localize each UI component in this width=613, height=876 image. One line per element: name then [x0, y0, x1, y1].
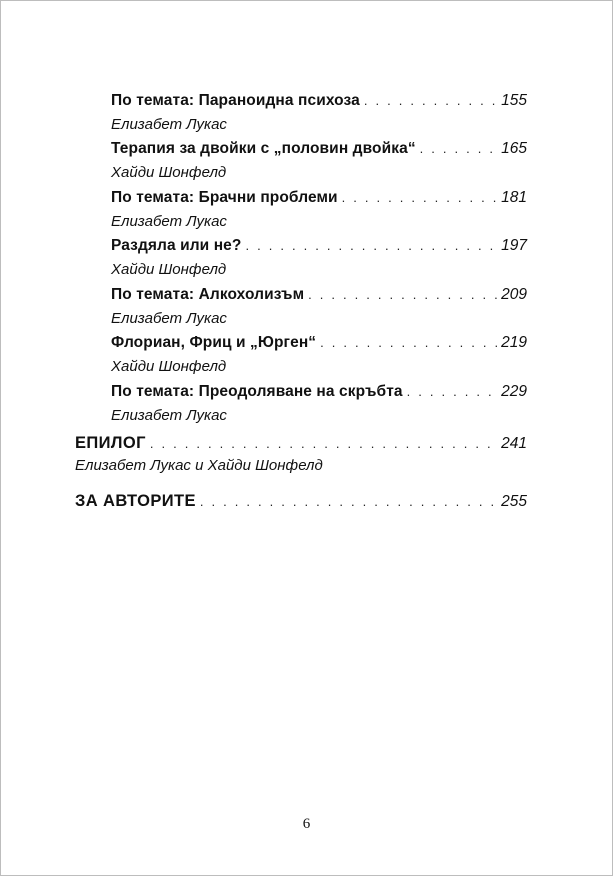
toc-entry-page: 255: [501, 493, 527, 510]
toc-entry-title: По темата: Преодоляване на скръбта: [111, 383, 403, 400]
toc-entry-line: [75, 433, 527, 454]
toc-entry: [111, 91, 527, 135]
toc-entry-title: ЗА АВТОРИТЕ: [75, 492, 196, 510]
toc-entry-title: Флориан, Фриц и „Юрген“: [111, 334, 317, 351]
toc-entry-author: Хайди Шонфелд: [111, 358, 227, 375]
toc-entry-page: 181: [501, 189, 527, 206]
leader-dots: [150, 434, 497, 454]
leader-dots: [245, 236, 497, 256]
toc-entry-page: 219: [501, 334, 527, 351]
leader-dots: [420, 139, 497, 159]
leader-dots: [342, 188, 497, 208]
toc-entry-line: [111, 236, 527, 256]
toc-epilogue-entry: [75, 433, 527, 476]
toc-entry-page: 165: [501, 140, 527, 157]
page-number: 6: [302, 816, 311, 832]
toc-entry: [111, 285, 527, 329]
toc-entry-page: 197: [501, 237, 527, 254]
toc-entry-line: [111, 188, 527, 208]
leader-dots: [407, 382, 497, 402]
toc-entry-author: Хайди Шонфелд: [111, 261, 227, 278]
toc-entry: [111, 333, 527, 377]
leader-dots: [200, 492, 497, 512]
toc-entry-line: [111, 333, 527, 353]
toc-entry-author: Елизабет Лукас: [111, 116, 227, 133]
toc-entry: [111, 382, 527, 426]
toc-entry-title: По темата: Брачни проблеми: [111, 189, 338, 206]
toc-entry-line: [75, 491, 527, 512]
toc-entry: [111, 188, 527, 232]
toc-entry-author: Елизабет Лукас: [111, 310, 227, 327]
toc-entry-author: Елизабет Лукас: [111, 407, 227, 424]
toc-entry-line: [111, 139, 527, 159]
toc-entry-line: [111, 285, 527, 305]
toc-entry-title: ЕПИЛОГ: [75, 434, 146, 452]
toc-entry-title: По темата: Алкохолизъм: [111, 286, 305, 303]
toc-entry: [111, 236, 527, 280]
toc-about-authors-entry: [75, 491, 527, 512]
toc-entry: [111, 139, 527, 183]
toc-entry-title: Терапия за двойки с „половин двойка“: [111, 140, 416, 157]
toc-entry-page: 241: [501, 435, 527, 452]
toc-entry-page: 155: [501, 92, 527, 109]
toc-entry-page: 209: [501, 286, 527, 303]
leader-dots: [320, 333, 497, 353]
leader-dots: [364, 91, 497, 111]
leader-dots: [308, 285, 497, 305]
toc-entry-title: Раздяла или не?: [111, 237, 242, 254]
toc-entry-author: Хайди Шонфелд: [111, 164, 227, 181]
toc-entry-line: [111, 382, 527, 402]
toc-entry-author: Елизабет Лукас и Хайди Шонфелд: [75, 457, 323, 474]
toc-entry-page: 229: [501, 383, 527, 400]
toc-entry-author: Елизабет Лукас: [111, 213, 227, 230]
toc-entry-title: По темата: Параноидна психоза: [111, 92, 360, 109]
toc-entry-line: [111, 91, 527, 111]
